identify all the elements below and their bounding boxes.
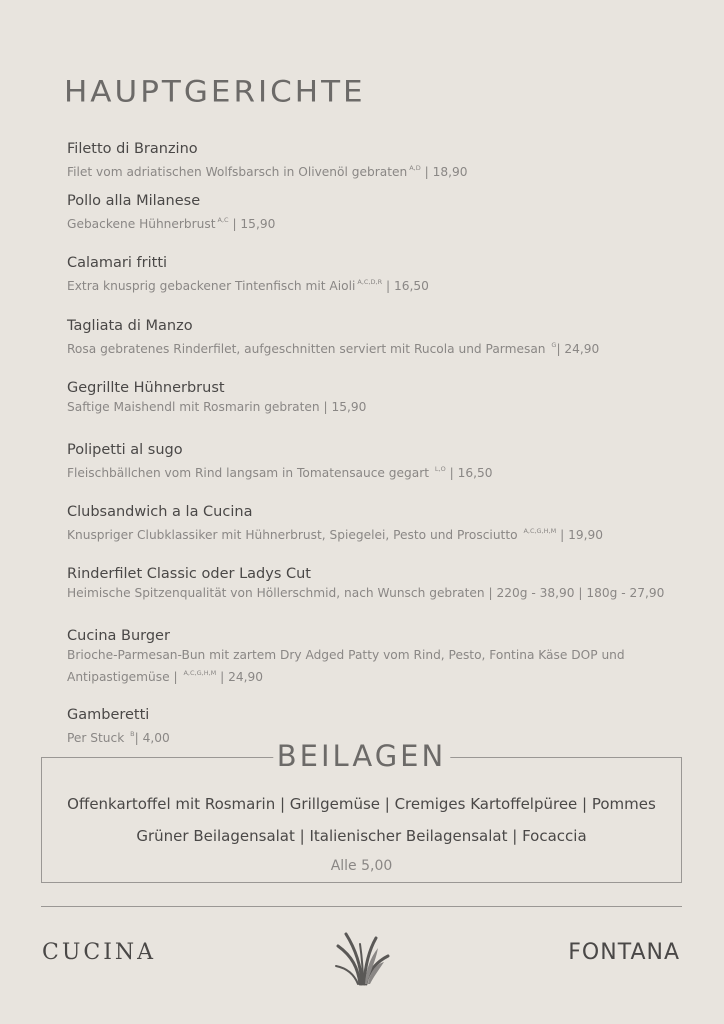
item-description: Brioche-Parmesan-Bun mit zartem Dry Adged Patty vom Rind, Pesto, Fontina Käse DOP und [67, 648, 625, 662]
item-description: Fleischbällchen vom Rind langsam in Tomatensauce gegart $^{L,O}$ | 16,50 [67, 465, 493, 480]
menu-item [67, 254, 429, 295]
item-name: Cucina Burger [67, 628, 170, 644]
item-name: Pollo alla Milanese [67, 193, 201, 209]
menu-item [67, 503, 603, 544]
sides-box [41, 739, 682, 883]
menu-item [67, 192, 275, 233]
allergen-codes: A,C [217, 216, 229, 224]
item-name: Gamberetti [67, 707, 150, 723]
menu-item [67, 565, 664, 602]
menu-item [67, 441, 492, 482]
menu-item [67, 379, 366, 416]
item-name: Filetto di Branzino [67, 141, 198, 157]
sides-line-1: Offenkartoffel mit Rosmarin | Grillgemüse | Cremiges Kartoffelpüree | Pommes [67, 795, 656, 813]
menu-item [67, 140, 467, 181]
plant-logo-icon [334, 928, 390, 986]
item-description: Saftige Maishendl mit Rosmarin gebraten | 15,90 [67, 400, 367, 414]
item-name: Clubsandwich a la Cucina [67, 504, 253, 520]
allergen-codes: A,C,G,H,M [183, 669, 217, 677]
menu-item [67, 627, 625, 686]
item-description: Knuspriger Clubklassiker mit Hühnerbrust, Spiegelei, Pesto und Prosciutto $^{A,C,G,H,M}$ | 19,90 [67, 527, 603, 542]
sides-line-2: Grüner Beilagensalat | Italienischer Beilagensalat | Focaccia [136, 827, 587, 845]
item-name: Rinderfilet Classic oder Ladys Cut [67, 566, 311, 582]
sides-price: Alle 5,00 [330, 858, 393, 874]
allergen-codes: A,C,G,H,M [523, 527, 557, 535]
allergen-codes: A,D [409, 164, 421, 172]
item-description: Per Stuck $^B$| 4,00 [67, 730, 170, 745]
item-description: Gebackene Hühnerbrust $^{A,C}$ | 15,90 [67, 216, 276, 231]
sides-title: BEILAGEN [273, 738, 450, 774]
item-name: Polipetti al sugo [67, 442, 183, 458]
allergen-codes: A,C,D,R [357, 278, 383, 286]
allergen-codes: G [551, 341, 557, 349]
allergen-codes: L,O [434, 465, 446, 473]
item-description: Rosa gebratenes Rinderfilet, aufgeschnitten serviert mit Rucola und Parmesan $^G$| 24,90 [67, 341, 600, 356]
page-title: HAUPTGERICHTE [64, 74, 366, 110]
allergen-codes: B [130, 730, 135, 738]
item-description: Filet vom adriatischen Wolfsbarsch in Olivenöl gebraten $^{A,D}$ | 18,90 [67, 164, 468, 179]
item-description: Heimische Spitzenqualität von Höllerschmid, nach Wunsch gebraten | 220g - 38,90 | 180g - 27,90 [67, 586, 665, 600]
item-name: Tagliata di Manzo [67, 318, 193, 334]
item-description-continued: Antipastigemüse | $^{A,C,G,H,M}$ | 24,90 [67, 669, 264, 684]
brand-cucina: CUCINA [42, 940, 157, 965]
footer-divider [41, 906, 682, 907]
item-name: Calamari fritti [67, 255, 168, 271]
brand-fontana: FONTANA [568, 940, 680, 965]
menu-item [67, 317, 599, 358]
menu-item [67, 706, 170, 747]
item-description: Extra knusprig gebackener Tintenfisch mit Aioli $^{A,C,D,R}$ | 16,50 [67, 278, 429, 293]
item-name: Gegrillte Hühnerbrust [67, 380, 225, 396]
